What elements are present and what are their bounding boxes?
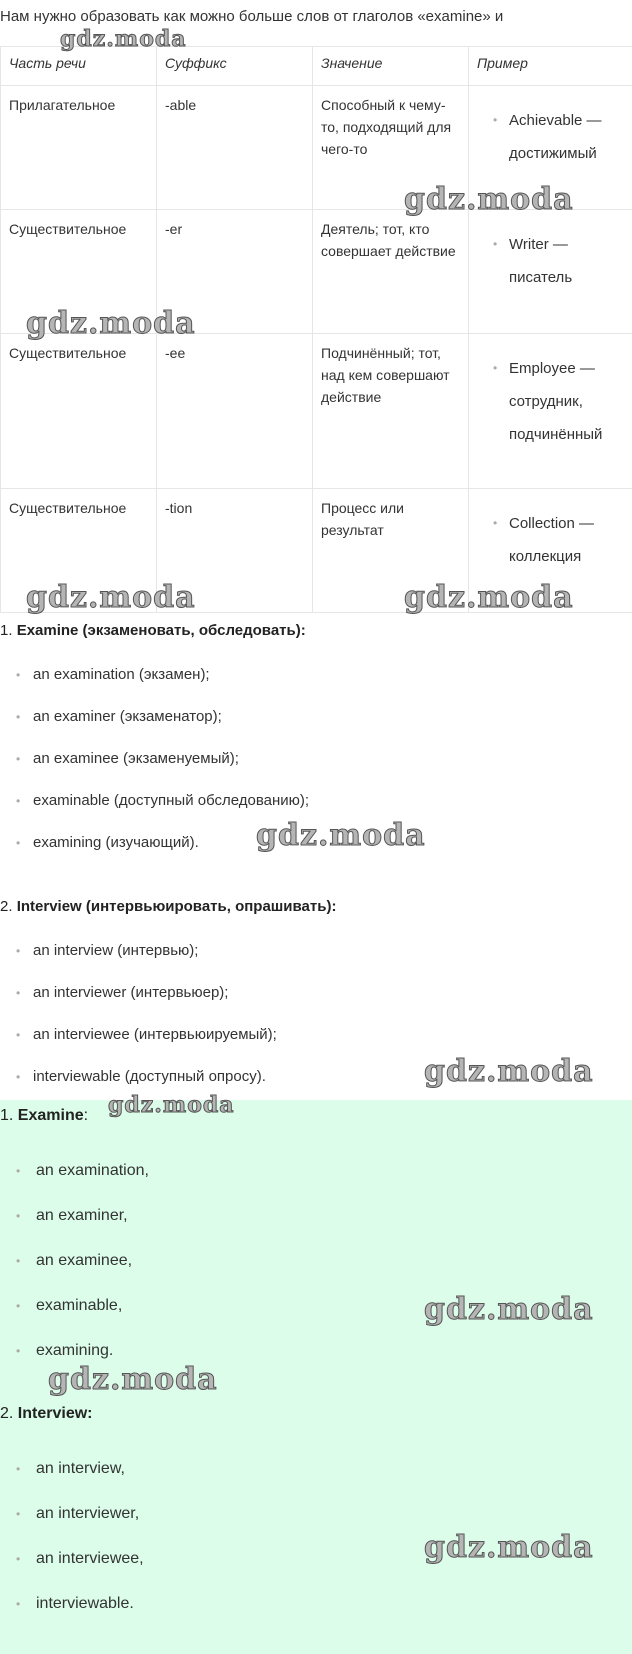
list-item: • examinable, (0, 1283, 632, 1328)
list-item: • an interviewee, (0, 1536, 632, 1581)
watermark: gdz.moda (26, 306, 196, 341)
list-item: • an interview (интервью); (0, 930, 632, 972)
cell-meaning: Процесс или результат (313, 489, 469, 613)
list-item: • an examination, (0, 1148, 632, 1193)
cell-suffix: -er (157, 210, 313, 334)
list-item: • an interview, (0, 1446, 632, 1491)
list-item: • interviewable (доступный опросу). (0, 1056, 632, 1098)
example-item: • Achievable — достижимый (509, 104, 624, 170)
answer-examine-list (0, 1148, 632, 1373)
answer-section-interview (0, 1402, 632, 1626)
answer-section-examine (0, 1104, 632, 1373)
watermark: gdz.moda (424, 1530, 594, 1565)
cell-pos: Прилагательное (1, 86, 157, 210)
example-item: • Writer — писатель (509, 228, 624, 294)
cell-suffix: -able (157, 86, 313, 210)
section-number: 1. (0, 622, 13, 639)
section-heading (0, 620, 632, 642)
watermark: gdz.moda (60, 26, 187, 52)
cell-meaning: Деятель; тот, кто совершает действие (313, 210, 469, 334)
answer-colon: : (83, 1107, 89, 1124)
list-item: • an examinee, (0, 1238, 632, 1283)
intro-text: Нам нужно образовать как можно больше слов от глаголов «examine» и (0, 8, 504, 25)
example-item: • Collection — коллекция (509, 507, 624, 573)
header-meaning: Значение (313, 47, 469, 86)
watermark: gdz.moda (404, 182, 574, 217)
header-part-of-speech: Часть речи (1, 47, 157, 86)
section-title: Examine (экзаменовать, обследовать): (16, 622, 306, 639)
watermark: gdz.moda (404, 580, 574, 615)
cell-example (469, 334, 632, 489)
answer-title: Examine (17, 1107, 84, 1124)
cell-meaning: Подчинённый; тот, над кем совершают действие (313, 334, 469, 489)
watermark: gdz.moda (256, 818, 426, 853)
cell-pos: Существительное (1, 489, 157, 613)
list-item: • an examinee (экзаменуемый); (0, 738, 632, 780)
cell-example (469, 210, 632, 334)
list-item: • interviewable. (0, 1581, 632, 1626)
header-suffix: Суффикс (157, 47, 313, 86)
answer-heading (0, 1104, 632, 1128)
watermark: gdz.moda (424, 1054, 594, 1089)
answer-title: Interview: (17, 1405, 93, 1422)
watermark: gdz.moda (48, 1362, 218, 1397)
answer-number: 1. (0, 1107, 14, 1124)
cell-pos: Существительное (1, 210, 157, 334)
cell-meaning: Способный к чему-то, подходящий для чего-то (313, 86, 469, 210)
watermark: gdz.moda (108, 1092, 235, 1118)
cell-pos: Существительное (1, 334, 157, 489)
list-item: • an examiner (экзаменатор); (0, 696, 632, 738)
table-row (1, 334, 632, 489)
list-item: • an examiner, (0, 1193, 632, 1238)
section-number: 2. (0, 898, 13, 915)
answer-number: 2. (0, 1405, 14, 1422)
example-item: • Employee — сотрудник, подчинённый (509, 352, 624, 451)
watermark: gdz.moda (424, 1292, 594, 1327)
header-example: Пример (469, 47, 632, 86)
cell-suffix: -ee (157, 334, 313, 489)
answer-heading (0, 1402, 632, 1426)
table-header-row (1, 47, 632, 86)
cell-suffix: -tion (157, 489, 313, 613)
section-heading (0, 896, 632, 918)
watermark: gdz.moda (26, 580, 196, 615)
list-item: • examining (изучающий). (0, 822, 632, 864)
list-item: • examining. (0, 1328, 632, 1373)
list-item: • an examination (экзамен); (0, 654, 632, 696)
section-title: Interview (интервьюировать, опрашивать): (16, 898, 337, 915)
list-item: • an interviewer (интервьюер); (0, 972, 632, 1014)
list-item: • examinable (доступный обследованию); (0, 780, 632, 822)
list-item: • an interviewee (интервьюируемый); (0, 1014, 632, 1056)
list-item: • an interviewer, (0, 1491, 632, 1536)
